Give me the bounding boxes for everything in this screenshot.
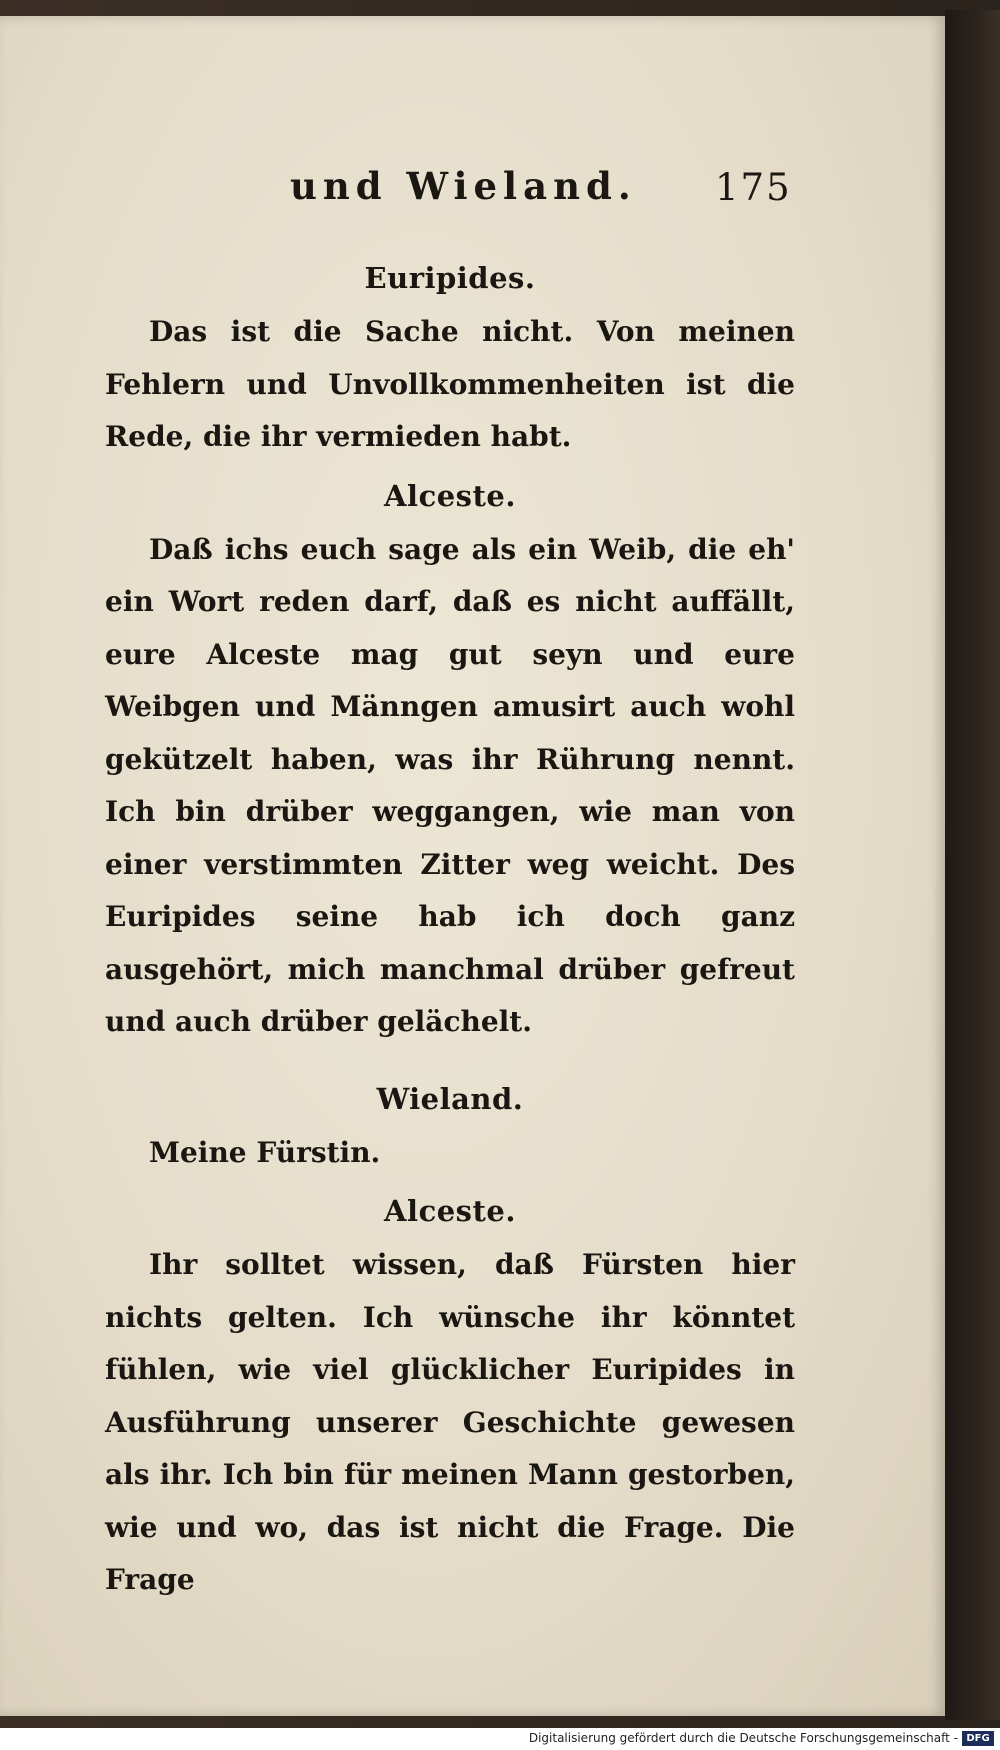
speech-paragraph: Meine Fürstin.: [149, 1135, 381, 1169]
digitization-footer: [0, 1728, 1000, 1750]
funding-credit: Digitalisierung gefördert durch die Deutsche Forschungsgemeinschaft -: [528, 1731, 958, 1745]
speaker-alceste: Alceste.: [384, 478, 516, 513]
speech-paragraph: Das ist die Sache nicht. Von meinen Fehlern und Unvollkommenheiten ist die Rede, die ihr vermieden habt.: [105, 315, 795, 453]
book-edge: [945, 10, 1000, 1720]
book-page: [0, 16, 945, 1716]
page-header: [0, 164, 945, 224]
running-head: und Wieland.: [290, 164, 637, 208]
speech-paragraph: Ihr solltet wissen, daß Fürsten hier nichts gelten. Ich wünsche ihr könntet fühlen, wie viel glücklicher Euripides in Ausführung unserer Geschichte gewesen als ihr. Ich bin für meinen Mann gestorben, wie und wo, das ist nicht die Frage. Die Frage: [105, 1248, 795, 1596]
page-number: 175: [715, 166, 792, 209]
dfg-logo: DFG: [962, 1731, 994, 1746]
speaker-euripides: Euripides.: [364, 261, 536, 295]
speech-paragraph: Daß ichs euch sage als ein Weib, die eh' ein Wort reden darf, daß es nicht auffällt, eure Alceste mag gut seyn und eure Weibgen und Männgen amusirt auch wohl gekützelt haben, was ihr Rührung nennt. Ich bin drüber weggangen, wie man von einer verstimmten Zitter weg weicht. Des Euripides seine hab ich doch ganz ausgehört, mich manchmal drüber gefreut und auch drüber gelächelt.: [105, 532, 795, 1038]
speaker-wieland: Wieland.: [376, 1081, 524, 1116]
speaker-alceste: Alceste.: [384, 1194, 516, 1228]
spacer: [105, 1053, 795, 1071]
page-body: [105, 250, 795, 1611]
